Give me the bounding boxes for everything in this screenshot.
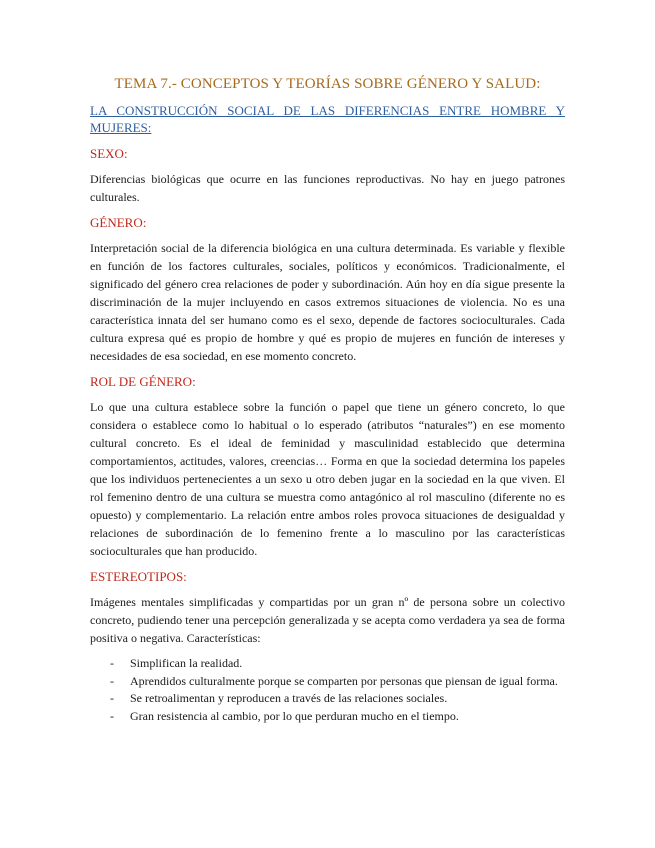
page-title: TEMA 7.- CONCEPTOS Y TEORÍAS SOBRE GÉNERO Y SALUD: xyxy=(114,76,541,92)
bullet-dash: - xyxy=(110,708,114,723)
list-item xyxy=(90,708,565,726)
list-item-text: Aprendidos culturalmente porque se comparten por personas que piensan de igual forma. xyxy=(130,673,558,688)
paragraph-estereotipos: Imágenes mentales simplificadas y compartidas por un gran nº de persona sobre un colectivo concreto, pudiendo tener una percepción generalizada y se acepta como verdadera ya sea de forma positiva o negativa. Características: xyxy=(90,595,565,645)
list-item xyxy=(90,655,565,673)
bullet-dash: - xyxy=(110,656,114,670)
document-body xyxy=(90,76,565,725)
bullet-dash: - xyxy=(110,691,114,705)
characteristics-list xyxy=(90,655,565,725)
paragraph-sexo: Diferencias biológicas que ocurre en las funciones reproductivas. No hay en juego patrones culturales. xyxy=(90,172,565,204)
list-item-text: Gran resistencia al cambio, por lo que perduran mucho en el tiempo. xyxy=(130,708,459,723)
section-subtitle: LA CONSTRUCCIÓN SOCIAL DE LAS DIFERENCIAS ENTRE HOMBRE Y MUJERES: xyxy=(90,103,565,135)
bullet-dash: - xyxy=(110,673,114,688)
heading-genero: GÉNERO: xyxy=(90,215,147,230)
paragraph-rol-de-genero: Lo que una cultura establece sobre la función o papel que tiene un género concreto, lo que considera o establece como lo habitual o lo esperado (atributos “naturales”) en ese momento cultural concreto. Es el ideal de feminidad y masculinidad establecido que determina comportamientos, actitudes, valores, creencias… Forma en que la sociedad determina los papeles que los individuos pertenecientes a un sexo u otro deben jugar en la sociedad en la que viven. El rol femenino dentro de una cultura se muestra como antagónico al rol masculino (diferente no es opuesto) y complementario. La relación entre ambos roles provoca situaciones de desigualdad y relaciones de subordinación de lo femenino frente a lo masculino por las características socioculturales que han producido. xyxy=(90,400,565,558)
paragraph-genero: Interpretación social de la diferencia biológica en una cultura determinada. Es variable y flexible en función de los factores culturales, sociales, políticos y económicos. Tradicionalmente, el significado del género crea relaciones de poder y subordinación. Aún hoy en día sigue presente la discriminación de la mujer incluyendo en casos extremos situaciones de violencia. No es una característica innata del ser humano como es el sexo, depende de factores socioculturales. Cada cultura expresa qué es propio de hombre y qué es propio de mujeres en función de intereses y necesidades de esa sociedad, en ese momento concreto. xyxy=(90,241,565,363)
list-item xyxy=(90,690,565,708)
heading-estereotipos: ESTEREOTIPOS: xyxy=(90,569,187,584)
heading-rol-de-genero: ROL DE GÉNERO: xyxy=(90,374,196,389)
list-item-text: Simplifican la realidad. xyxy=(130,656,243,670)
list-item-text: Se retroalimentan y reproducen a través de las relaciones sociales. xyxy=(130,691,448,705)
list-item xyxy=(90,673,565,691)
heading-sexo: SEXO: xyxy=(90,146,128,161)
